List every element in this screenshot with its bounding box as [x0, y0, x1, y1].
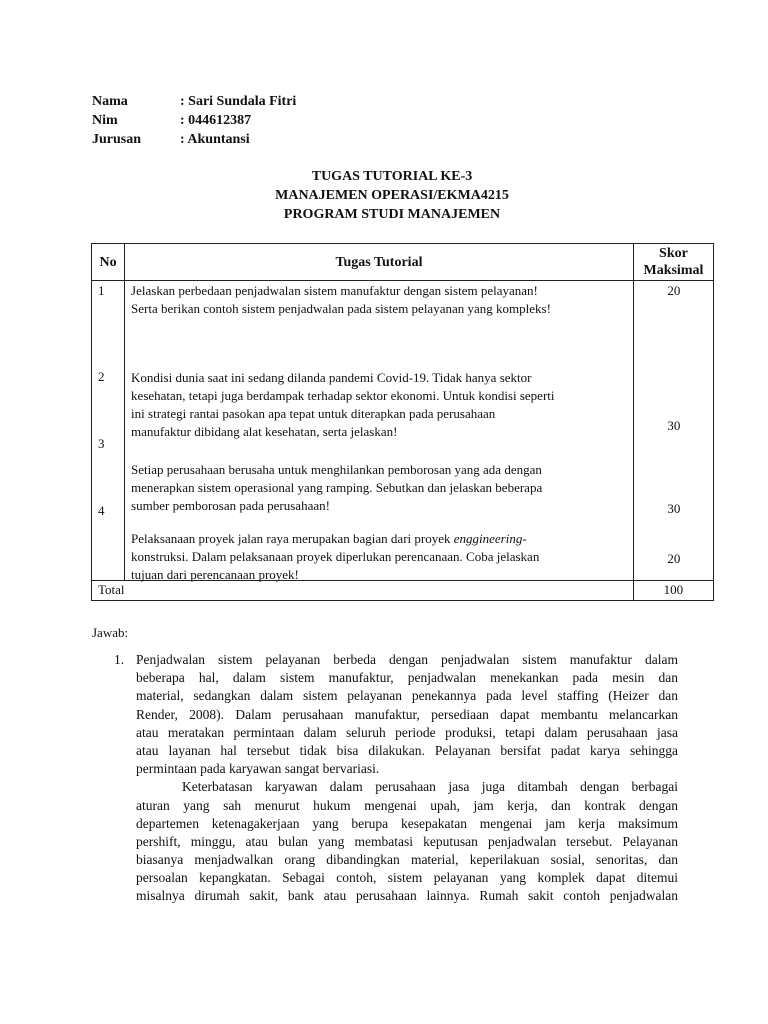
answer-line: material, sedangkan dalam sistem pelayanan penekannya pada level staffing (Heizer dan	[136, 688, 678, 704]
answer-number: 1.	[114, 652, 125, 667]
task-2-line-4: manufaktur dibidang alat kesehatan, serta jelaskan!	[131, 424, 398, 439]
answer-line: aturan yang sah menurut hukum mengenai upah, jam kerja, dan kontrak dengan	[136, 797, 678, 813]
task-2-text	[131, 369, 631, 441]
task-4-line-1-start: Pelaksanaan proyek jalan raya merupakan bagian dari proyek	[131, 531, 454, 546]
task-4-line-2: konstruksi. Dalam pelaksanaan proyek diperlukan perencanaan. Coba jelaskan	[131, 549, 540, 564]
table-body-row	[92, 281, 714, 581]
task-4-text	[131, 530, 631, 584]
answer-body	[136, 651, 678, 906]
task-1-text	[131, 282, 631, 318]
nim-value: : 044612387	[180, 113, 252, 128]
answer-line: Keterbatasan karyawan dalam perusahaan jasa juga ditambah dengan berbagai	[182, 779, 678, 795]
answer-line: beberapa hal, dalam sistem manufaktur, penjadwalan menekankan pada mesin dan	[136, 670, 678, 686]
answer-line: misalnya dirumah sakit, bank atau perusahaan lainnya. Rumah sakit contoh penjadwalan	[136, 888, 678, 904]
heading-line-3: PROGRAM STUDI MANAJEMEN	[283, 207, 501, 222]
total-label: Total	[92, 581, 634, 601]
answer-line: Penjadwalan sistem pelayanan berbeda dengan penjadwalan sistem manufaktur dalam	[136, 652, 678, 667]
task-3-line-3: sumber pemborosan pada perusahaan!	[131, 498, 330, 513]
scores-cell	[633, 281, 713, 581]
header-no: No	[92, 244, 125, 281]
task-1-line-1: Jelaskan perbedaan penjadwalan sistem manufaktur dengan sistem pelayanan!	[131, 283, 538, 298]
major-label: Jurusan	[92, 132, 142, 147]
task-number-3: 3	[98, 436, 105, 451]
answer-intro: Jawab:	[92, 625, 129, 640]
task-score-4: 20	[667, 551, 681, 566]
total-value: 100	[633, 581, 713, 601]
nim-row	[92, 111, 296, 130]
header-score-line-1: Skor	[659, 246, 688, 261]
task-score-1: 20	[667, 283, 681, 298]
task-2-line-1: Kondisi dunia saat ini sedang dilanda pandemi Covid-19. Tidak hanya sektor	[131, 370, 532, 385]
answer-line: permintaan pada karyawan sangat bervariasi.	[136, 761, 380, 777]
student-info	[92, 92, 296, 149]
task-number-2: 2	[98, 369, 105, 384]
answer-line: atau meratakan permintaan dalam seluruh periode produksi, tetapi dalam perusahaan jasa	[136, 724, 678, 740]
answer-line: atau layanan hal tersebut tidak bisa dilakukan. Pelayanan bersifat padat karya sehingga	[136, 742, 678, 758]
task-score-2: 30	[667, 418, 681, 433]
task-2-line-2: kesehatan, tetapi juga berdampak terhadap sektor ekonomi. Untuk kondisi seperti	[131, 388, 555, 403]
heading-line-1: TUGAS TUTORIAL KE-3	[311, 169, 473, 184]
heading-line-2: MANAJEMEN OPERASI/EKMA4215	[275, 188, 509, 203]
task-2-line-3: ini strategi rantai pasokan apa tepat untuk diterapkan pada perusahaan	[131, 406, 496, 421]
name-row	[92, 92, 296, 111]
answer-line: Render, 2008). Dalam perusahaan manufaktur, persediaan dapat membantu melancarkan	[136, 706, 678, 722]
answer-line: departemen ketenagakerjaan yang berupa kesepakatan mengenai jam kerja maksimum	[136, 815, 678, 831]
task-4-line-3: tujuan dari perencanaan proyek!	[131, 567, 299, 582]
tutorial-task-table	[91, 243, 714, 601]
task-3-text	[131, 461, 631, 515]
task-3-line-1: Setiap perusahaan berusaha untuk menghilankan pemborosan yang ada dengan	[131, 462, 542, 477]
name-label: Nama	[92, 94, 128, 109]
name-value: : Sari Sundala Fitri	[180, 94, 297, 109]
header-score	[633, 244, 713, 281]
nim-label: Nim	[92, 113, 118, 128]
task-4-line-1	[131, 530, 631, 548]
header-task: Tugas Tutorial	[125, 244, 634, 281]
major-value: : Akuntansi	[180, 132, 250, 147]
answer-line: pershift, minggu, atau bulan yang membatasi keputusan penjadwalan tersebut. Pelayanan	[136, 833, 678, 849]
task-3-line-2: menerapkan sistem operasional yang ramping. Sebutkan dan jelaskan beberapa	[131, 480, 543, 495]
major-row	[92, 130, 296, 149]
task-number-1: 1	[98, 283, 105, 298]
task-score-3: 30	[667, 501, 681, 516]
task-1-line-2: Serta berikan contoh sistem penjadwalan pada sistem pelayanan yang kompleks!	[131, 301, 551, 316]
document-heading	[92, 167, 692, 224]
table-header-row	[92, 244, 714, 281]
header-score-line-2: Maksimal	[643, 263, 704, 278]
answer-line: biasanya menjadwalkan orang dibandingkan material, keperilakuan sosial, senoritas, dan	[136, 852, 678, 868]
task-4-italic-term: enggineering	[453, 531, 523, 546]
tasks-cell	[125, 281, 634, 581]
task-number-4: 4	[98, 503, 105, 518]
task-4-line-1-end: -	[522, 531, 527, 546]
numbers-cell	[92, 281, 125, 581]
answer-line: persoalan kepangkatan. Sebagai contoh, sistem pelayanan yang komplek dapat ditemui	[136, 870, 678, 886]
